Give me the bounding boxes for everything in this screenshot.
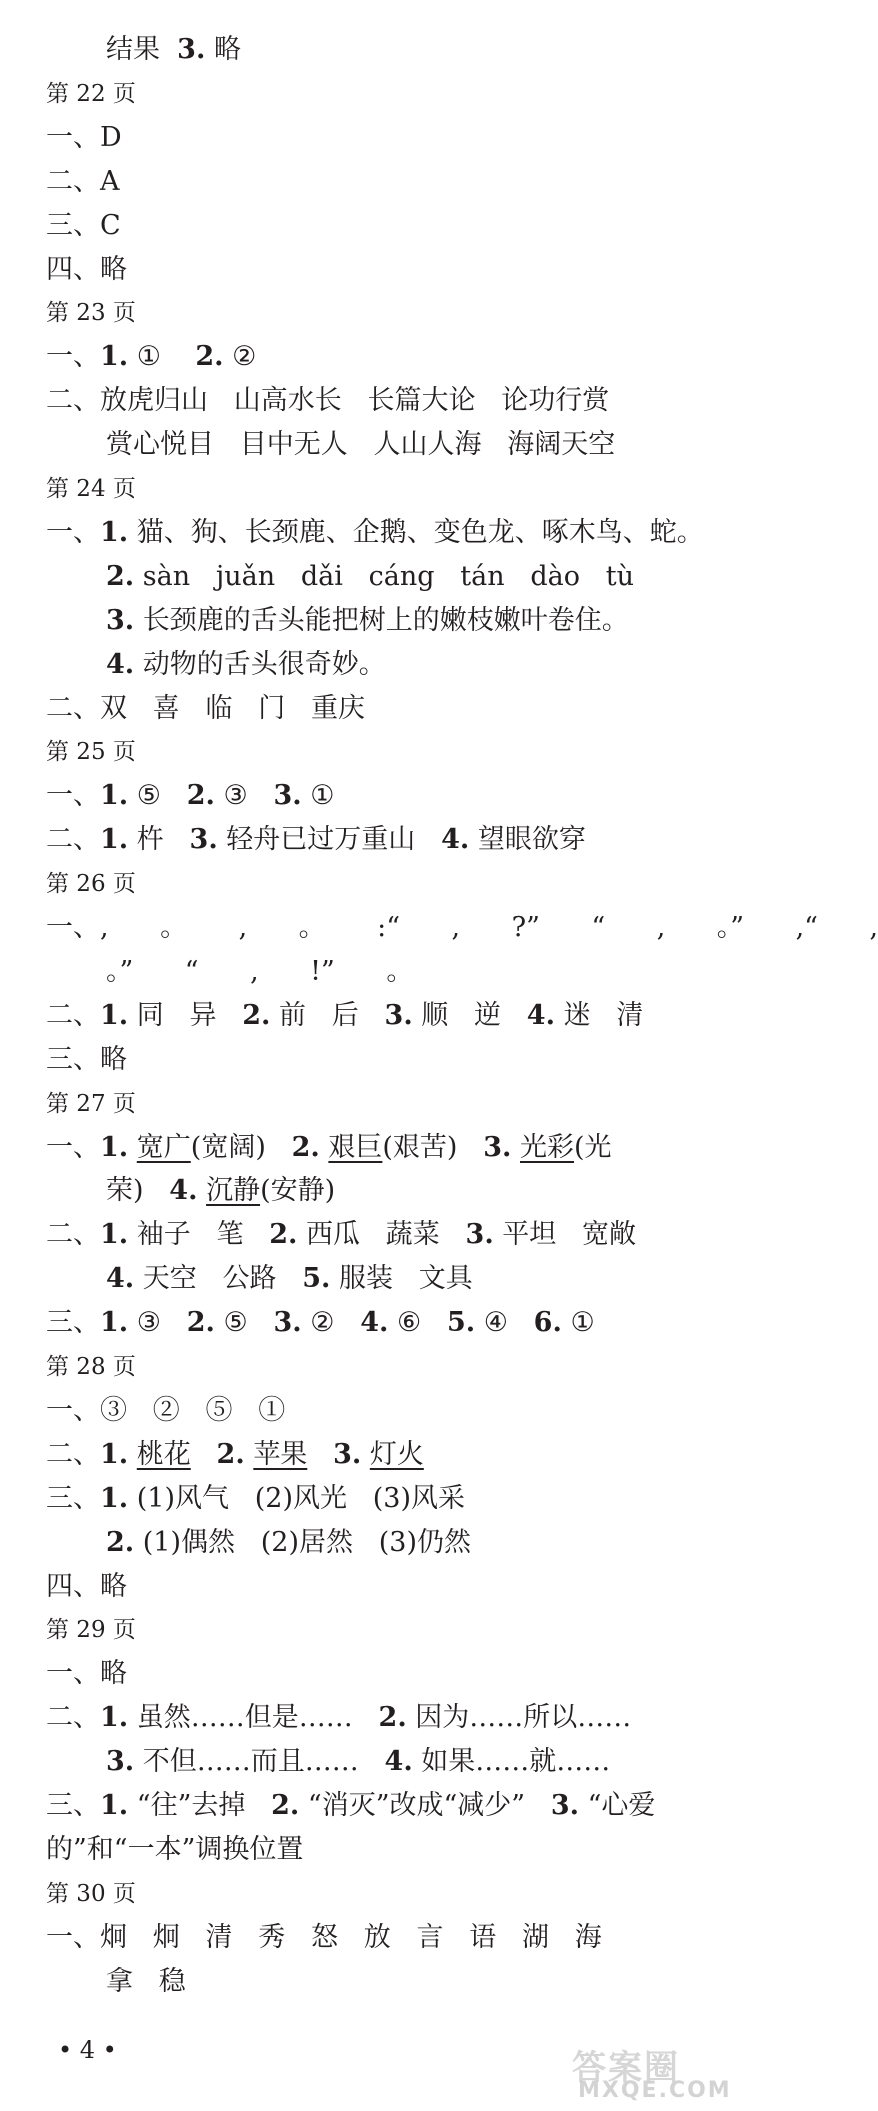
answer-text: “心爱 (579, 1790, 656, 1821)
answer-text: 二、 (46, 1702, 100, 1734)
answer-text: sàn juǎn dǎi cáng tán dào tù (134, 560, 634, 592)
answer-text: ⑤ (128, 780, 187, 812)
answer-text: 一、 (46, 1131, 100, 1163)
answer-text: ④ (475, 1307, 534, 1339)
answer-line (106, 423, 615, 467)
answer-text: 四、略 (46, 1570, 127, 1602)
answer-text: 略 (205, 34, 241, 65)
answer-text: 拿 稳 (106, 1965, 186, 1997)
page-heading (46, 1608, 136, 1652)
watermark-logo (560, 2040, 742, 2111)
item-number: 4. (441, 824, 470, 856)
answer-line (46, 1784, 655, 1828)
answer-text: 杵 (128, 824, 190, 856)
item-number: 3. (333, 1438, 362, 1470)
answer-text: 一、D (46, 121, 122, 153)
answer-text: ① (301, 780, 335, 812)
answer-line (106, 950, 413, 994)
page-number: • 4 • (58, 2036, 117, 2064)
item-number: 4. (360, 1307, 389, 1339)
item-number: 2. (216, 1438, 245, 1470)
answer-text: (1)偶然 (2)居然 (3)仍然 (134, 1526, 472, 1558)
item-number: 2. (195, 341, 224, 373)
answer-text: 轻舟已过万重山 (217, 824, 442, 856)
item-number: 1. (100, 1131, 129, 1163)
answer-line (106, 555, 634, 599)
answer-text: (安静) (260, 1175, 336, 1207)
answer-text: ① (561, 1307, 595, 1339)
item-number: 3. (273, 1307, 302, 1339)
answer-text: 前 后 (270, 999, 385, 1031)
page-label: 第 23 页 (46, 300, 136, 327)
answer-text: 结果 (106, 34, 178, 65)
answer-text: 二、 (46, 999, 100, 1031)
item-number: 5. (446, 1307, 476, 1339)
answer-text: (光 (574, 1131, 612, 1163)
answer-text: 荣) (106, 1175, 170, 1207)
item-number: 1. (100, 1307, 129, 1339)
answer-line (46, 818, 586, 862)
answer-line (46, 335, 256, 379)
answer-line (46, 1828, 303, 1872)
underlined-answer: 宽广 (136, 1131, 191, 1163)
item-number: 3. (465, 1219, 494, 1251)
answer-text: 一、 (46, 341, 100, 373)
page-heading (46, 1872, 136, 1916)
item-number: 4. (526, 999, 555, 1031)
answer-text: 不但……而且…… (134, 1746, 385, 1778)
answer-text: 一、略 (46, 1658, 127, 1690)
answer-text: 一、, 。 , 。 :“ , ?” “ , 。” ,“ , (46, 912, 878, 943)
underlined-answer: 灯火 (369, 1438, 424, 1470)
answer-text: 袖子 笔 (128, 1219, 270, 1251)
answer-text: 顺 逆 (412, 999, 527, 1031)
item-number: 3. (384, 999, 413, 1031)
answer-text: 三、 (46, 1482, 100, 1514)
item-number: 1. (100, 1219, 129, 1251)
item-number: 2. (271, 1790, 300, 1821)
answer-line (106, 643, 386, 687)
answer-line (46, 1565, 127, 1609)
item-number: 1. (100, 999, 129, 1031)
answer-line (46, 774, 334, 818)
item-number: 3. (483, 1131, 512, 1163)
answer-text: (艰苦) (382, 1131, 484, 1163)
answer-line (106, 1740, 610, 1784)
answer-text: ③ (128, 1307, 187, 1339)
item-number: 4. (106, 1263, 135, 1295)
answer-text: 同 异 (128, 999, 243, 1031)
answer-line (46, 1433, 424, 1477)
item-number: 2. (106, 560, 135, 592)
watermark-text-bottom: MXQE.COM (578, 2078, 732, 2103)
item-number: 1. (100, 1790, 129, 1821)
item-number: 6. (533, 1307, 562, 1339)
answer-text: 三、 (46, 1307, 100, 1339)
watermark-text-top: 答案圈 (572, 2048, 680, 2088)
answer-text: 赏心悦目 目中无人 人山人海 海阔天空 (106, 429, 616, 461)
item-number: 1. (100, 516, 129, 548)
answer-text: 二、A (46, 165, 120, 197)
answer-text: “往”去掉 (128, 1790, 272, 1821)
answer-text (197, 1175, 206, 1206)
underlined-answer: 光彩 (520, 1131, 574, 1163)
answer-text: 三、C (46, 209, 121, 241)
answer-text: 平坦 宽敞 (493, 1219, 637, 1251)
answer-text: 猫、狗、长颈鹿、企鹅、变色龙、啄木鸟、蛇。 (128, 516, 704, 548)
item-number: 2. (242, 999, 271, 1031)
underlined-answer: 艰巨 (328, 1131, 383, 1163)
page-label: 第 26 页 (46, 871, 136, 898)
answer-text: “消灭”改成“减少” (299, 1790, 551, 1821)
answer-text: 虽然……但是…… (128, 1702, 379, 1734)
answer-text: ① (128, 341, 196, 373)
answer-text: ⑥ (388, 1307, 447, 1339)
answer-text: 一、 (46, 780, 100, 812)
item-number: 2. (186, 1307, 215, 1339)
answer-text: 长颈鹿的舌头能把树上的嫩枝嫩叶卷住。 (134, 604, 629, 636)
answer-text (191, 1439, 217, 1470)
item-number: 3. (106, 604, 135, 636)
answer-text: 如果……就…… (412, 1746, 611, 1778)
item-number: 2. (269, 1219, 298, 1251)
answer-text (128, 1439, 137, 1470)
page-heading (46, 1345, 136, 1389)
answer-text: 二、双 喜 临 门 重庆 (46, 692, 365, 724)
page-heading (46, 730, 136, 774)
answer-line (46, 1696, 631, 1740)
answer-line (46, 248, 127, 292)
answer-line (46, 994, 643, 1038)
item-number: 3. (106, 1746, 135, 1778)
answer-line (46, 1213, 636, 1257)
underlined-answer: 沉静 (206, 1175, 261, 1207)
answer-line (46, 1301, 595, 1345)
answer-line (106, 599, 629, 643)
answer-text: ② (223, 341, 257, 373)
item-number: 2. (378, 1702, 407, 1734)
answer-text: ⑤ (214, 1307, 274, 1339)
answer-line (106, 1169, 335, 1213)
answer-line (106, 1960, 186, 2004)
answer-line (46, 1477, 465, 1521)
page-heading (46, 467, 136, 511)
answer-text: 二、 (46, 824, 100, 856)
answer-text: 服装 文具 (330, 1263, 473, 1295)
item-number: 1. (100, 824, 129, 856)
answer-text: ② (301, 1307, 361, 1339)
answer-line (46, 1652, 127, 1696)
answer-text: 二、放虎归山 山高水长 长篇大论 论功行赏 (46, 385, 610, 417)
answer-text: 天空 公路 (134, 1263, 303, 1295)
page-heading (46, 291, 136, 335)
page-label: 第 29 页 (46, 1617, 136, 1644)
item-number: 1. (100, 341, 129, 373)
answer-text: (宽阔) (190, 1131, 292, 1163)
item-number: 3. (177, 34, 206, 65)
underlined-answer: 桃花 (136, 1438, 191, 1470)
answer-line (46, 511, 704, 555)
answer-text: 望眼欲穿 (469, 824, 586, 856)
answer-text (511, 1132, 520, 1163)
answer-line (106, 1521, 471, 1565)
answer-text: 迷 清 (554, 999, 644, 1031)
item-number: 4. (169, 1175, 198, 1207)
answer-text: 。” “ , !” 。 (106, 955, 414, 987)
answer-text: (1)风气 (2)风光 (3)风采 (128, 1482, 466, 1514)
answer-text: 二、 (46, 1219, 100, 1251)
item-number: 1. (100, 780, 129, 812)
underlined-answer: 苹果 (253, 1438, 308, 1470)
answer-text: 的”和“一本”调换位置 (46, 1833, 304, 1865)
answer-line (46, 906, 878, 950)
item-number: 2. (291, 1131, 320, 1163)
item-number: 1. (100, 1482, 129, 1514)
answer-line (46, 687, 365, 731)
item-number: 1. (100, 1438, 129, 1470)
answer-text: 三、 (46, 1790, 100, 1821)
page-label: 第 25 页 (46, 739, 136, 766)
answer-text: 一、③ ② ⑤ ① (46, 1394, 286, 1426)
page-label: 第 27 页 (46, 1090, 136, 1117)
item-number: 5. (302, 1263, 331, 1295)
answer-line (46, 160, 120, 204)
item-number: 2. (186, 780, 215, 812)
answer-text (361, 1439, 370, 1470)
page-label: 第 24 页 (46, 476, 136, 502)
answer-text: 三、略 (46, 1043, 127, 1075)
answer-line (46, 1038, 127, 1082)
item-number: 1. (100, 1702, 129, 1734)
page-label: 第 30 页 (46, 1880, 136, 1907)
page-heading (46, 862, 136, 906)
page-label: 第 28 页 (46, 1354, 136, 1380)
answer-line (46, 379, 609, 423)
answer-text: 一、炯 炯 清 秀 怒 放 言 语 湖 海 (46, 1921, 602, 1953)
answer-line (46, 1389, 285, 1433)
answer-text: 一、 (46, 516, 100, 548)
item-number: 3. (189, 824, 218, 856)
answer-line (46, 116, 122, 160)
answer-line (46, 1126, 612, 1170)
answer-line (106, 1257, 473, 1301)
answer-text: ③ (214, 780, 274, 812)
answer-text: 二、 (46, 1438, 100, 1470)
answer-text: 动物的舌头很奇妙。 (134, 648, 386, 680)
answer-text: 因为……所以…… (406, 1702, 632, 1734)
page-heading (46, 72, 136, 116)
page-label: 第 22 页 (46, 80, 136, 107)
item-number: 3. (273, 780, 302, 812)
answer-line (46, 1916, 602, 1960)
item-number: 4. (106, 648, 135, 680)
answer-line (46, 204, 121, 248)
item-number: 2. (106, 1526, 135, 1558)
answer-text: 四、略 (46, 253, 127, 285)
answer-text: 西瓜 蔬菜 (297, 1219, 466, 1251)
answer-text (307, 1439, 333, 1470)
item-number: 3. (550, 1790, 580, 1821)
answer-line (106, 28, 241, 72)
answer-text (128, 1132, 137, 1163)
page-heading (46, 1082, 136, 1126)
item-number: 4. (384, 1746, 413, 1778)
